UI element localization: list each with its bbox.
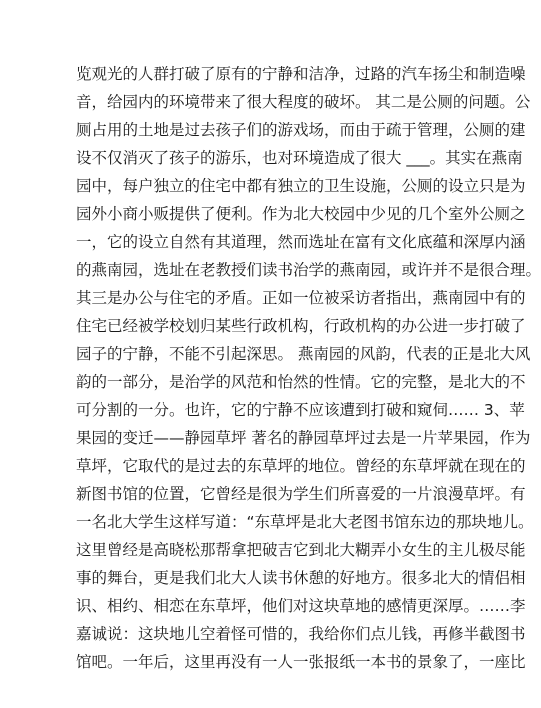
text-line: 识、相约、相恋在东草坪，他们对这块草地的感情更深厚。……李 — [76, 597, 526, 615]
text-line: 一，它的设立自然有其道理，然而选址在富有文化底蕴和深厚内涵 — [76, 233, 526, 251]
text-line: 厕占用的土地是过去孩子们的游戏场，而由于疏于管理，公厕的建 — [76, 121, 526, 139]
text-line: 园中，每户独立的住宅中都有独立的卫生设施，公厕的设立只是为 — [76, 177, 526, 195]
text-line: 草坪，它取代的是过去的东草坪的地位。曾经的东草坪就在现在的 — [76, 457, 526, 475]
text-line: 的燕南园，选址在老教授们读书治学的燕南园，或许并不是很合理。 — [76, 261, 541, 279]
text-line: 馆吧。一年后，这里再没有一人一张报纸一本书的景象了，一座比 — [76, 653, 526, 671]
text-line: 韵的一部分，是治学的风范和怡然的性情。它的完整，是北大的不 — [76, 373, 526, 391]
text-line: 新图书馆的位置，它曾经是很为学生们所喜爱的一片浪漫草坪。有 — [76, 485, 526, 503]
text-line: 这里曾经是高晓松那帮拿把破吉它到北大糊弄小女生的主儿极尽能 — [76, 541, 526, 559]
text-line: 其三是办公与住宅的矛盾。正如一位被采访者指出，燕南园中有的 — [76, 289, 526, 307]
text-line: 事的舞台，更是我们北大人读书休憩的好地方。很多北大的情侣相 — [76, 569, 526, 587]
text-line: 住宅已经被学校划归某些行政机构，行政机构的办公进一步打破了 — [76, 317, 526, 335]
text-line: 音，给园内的环境带来了很大程度的破坏。 其二是公厕的问题。公 — [76, 93, 531, 111]
text-line: 果园的变迁——静园草坪 著名的静园草坪过去是一片苹果园，作为 — [76, 429, 531, 447]
body-text — [76, 60, 541, 676]
text-line: 园外小商小贩提供了便利。作为北大校园中少见的几个室外公厕之 — [76, 205, 526, 223]
text-line: 一名北大学生这样写道：“东草坪是北大老图书馆东边的那块地儿。 — [76, 513, 534, 531]
text-line: 设不仅消灭了孩子的游乐，也对环境造成了很大 ___。其实在燕南 — [76, 149, 523, 167]
text-line: 可分割的一分。也许，它的宁静不应该遭到打破和窥伺…… 3、苹 — [76, 401, 525, 419]
text-line: 嘉诚说：这块地儿空着怪可惜的，我给你们点儿钱，再修半截图书 — [76, 625, 526, 643]
text-line: 览观光的人群打破了原有的宁静和洁净，过路的汽车扬尘和制造噪 — [76, 65, 526, 83]
text-line: 园子的宁静，不能不引起深思。 燕南园的风韵，代表的正是北大风 — [76, 345, 531, 363]
